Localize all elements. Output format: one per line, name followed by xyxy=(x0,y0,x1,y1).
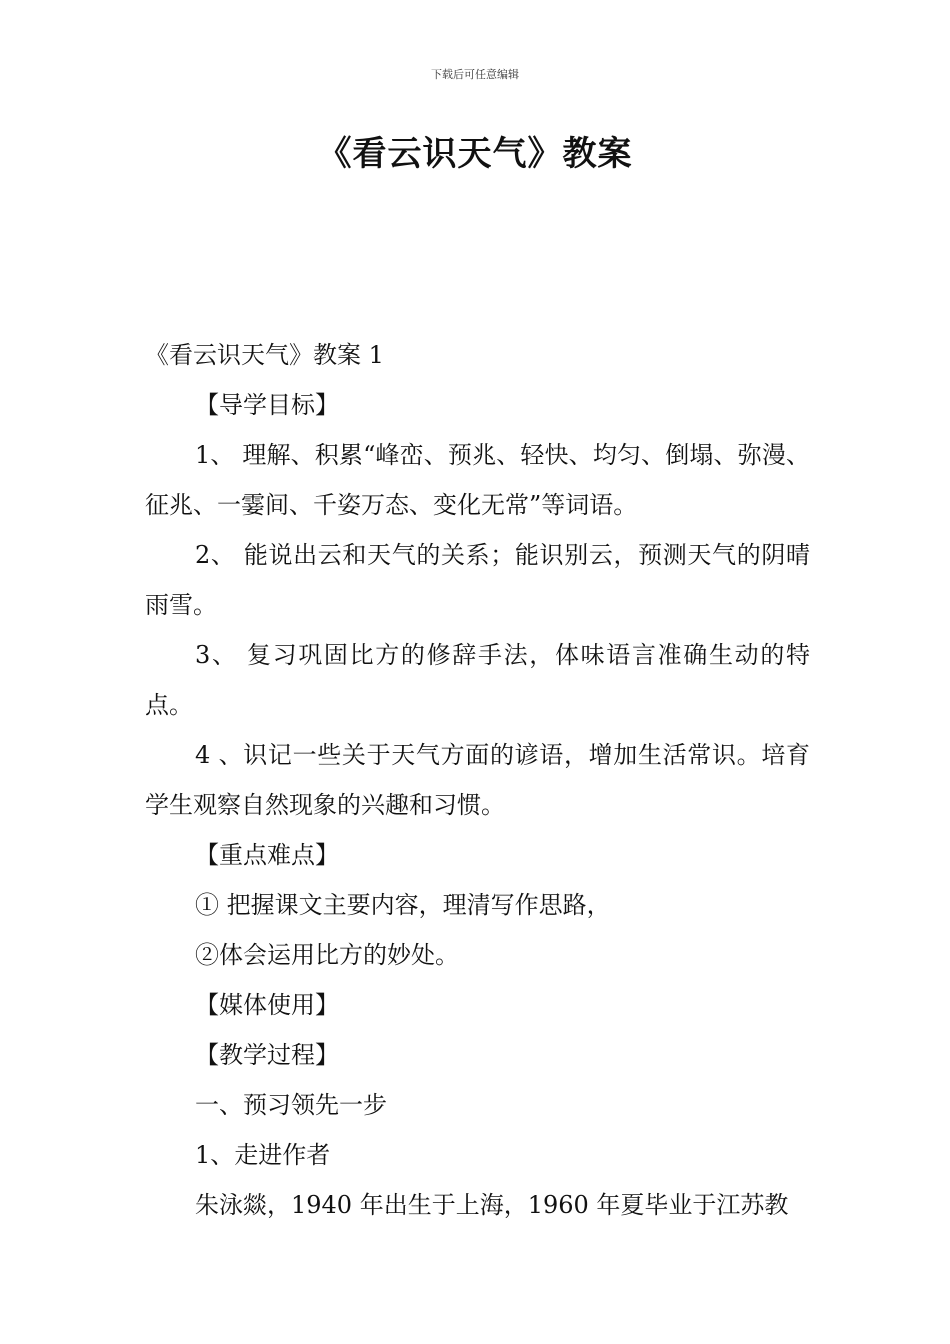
goal-item-3: 3、 复习巩固比方的修辞手法，体味语言准确生动的特点。 xyxy=(145,641,810,719)
author-intro: 朱泳燚，1940 年出生于上海，1960 年夏毕业于江苏教 xyxy=(195,1191,789,1219)
document-subtitle: 《看云识天气》教案 1 xyxy=(145,341,384,369)
heading-key-points: 【重点难点】 xyxy=(195,841,339,869)
key-point-1: ① 把握课文主要内容，理清写作思路， xyxy=(195,891,611,919)
goal-item-1: 1、 理解、积累“峰峦、预兆、轻快、均匀、倒塌、弥漫、征兆、一霎间、千姿万态、变化无常”等词语。 xyxy=(145,441,810,519)
key-point-2: ②体会运用比方的妙处。 xyxy=(195,941,459,969)
goal-item-4: 4 、识记一些关于天气方面的谚语，增加生活常识。培育学生观察自然现象的兴趣和习惯。 xyxy=(145,741,810,819)
step-1: 一、预习领先一步 xyxy=(195,1091,387,1119)
heading-process: 【教学过程】 xyxy=(195,1041,339,1069)
header-note: 下载后可任意编辑 xyxy=(431,68,519,81)
document-title: 《看云识天气》教案 xyxy=(317,134,633,174)
step-1-1: 1、走进作者 xyxy=(195,1141,331,1169)
heading-goals: 【导学目标】 xyxy=(195,391,339,419)
heading-media: 【媒体使用】 xyxy=(195,991,339,1019)
document-body xyxy=(145,330,810,1230)
goal-item-2: 2、 能说出云和天气的关系；能识别云，预测天气的阴晴雨雪。 xyxy=(145,541,810,619)
